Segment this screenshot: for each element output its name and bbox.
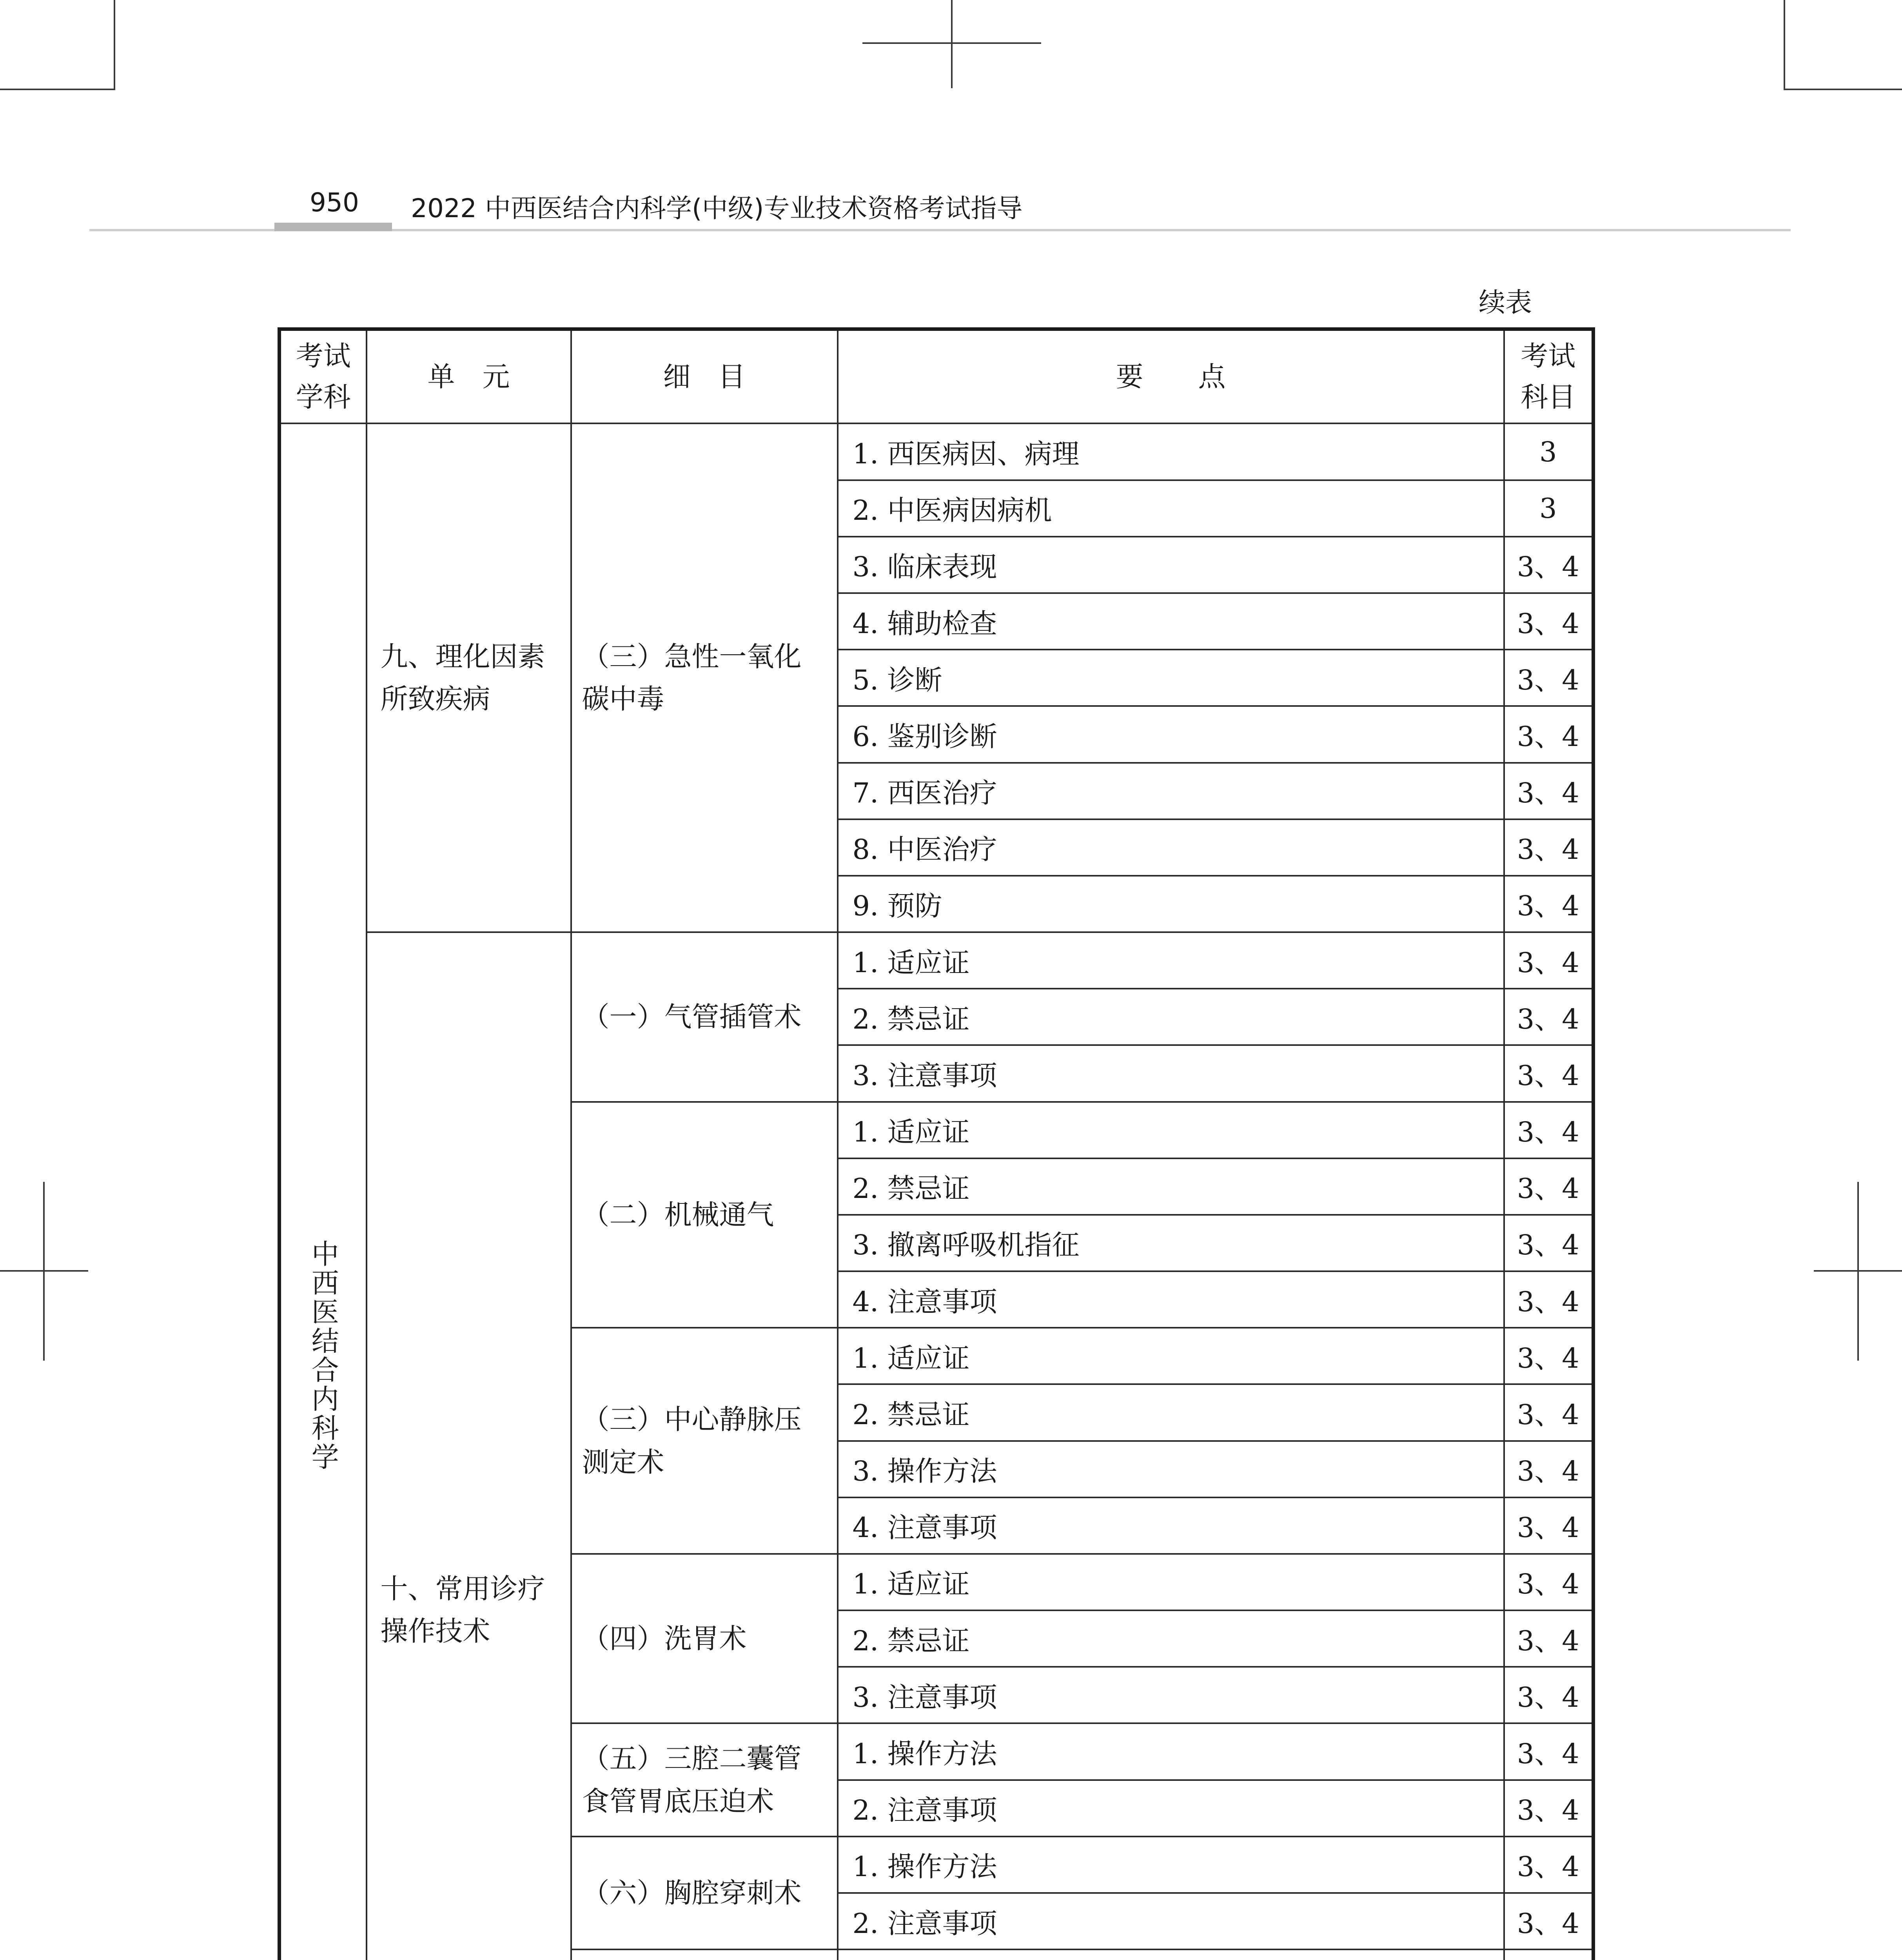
col-header-subject: 考试 学科: [279, 329, 367, 424]
point-cell: 4. 注意事项: [838, 1271, 1504, 1328]
exam-subject-cell: 3、4: [1504, 593, 1593, 650]
exam-subject-cell: 3、4: [1504, 1102, 1593, 1158]
header-rule-accent: [274, 223, 392, 231]
unit-cell: 十、常用诊疗操作技术: [367, 932, 571, 1960]
item-cell: （三）急性一氧化碳中毒: [571, 423, 838, 932]
running-title: 2022 中西医结合内科学(中级)专业技术资格考试指导: [411, 193, 1023, 223]
point-cell: 1. 适应证: [838, 1102, 1504, 1158]
exam-subject-cell: 3、4: [1504, 1271, 1593, 1328]
exam-subject-cell: 3、4: [1504, 763, 1593, 819]
exam-subject-cell: 3、4: [1504, 1328, 1593, 1384]
item-cell: （一）气管插管术: [571, 932, 838, 1102]
item-cell: （五）三腔二囊管食管胃底压迫术: [571, 1723, 838, 1836]
exam-subject-cell: 3: [1504, 423, 1593, 480]
exam-subject-cell: 3、4: [1504, 1158, 1593, 1215]
continued-label: 续表: [1479, 287, 1532, 318]
point-cell: 7. 西医治疗: [838, 763, 1504, 819]
point-cell: 1. 适应证: [838, 1554, 1504, 1610]
point-cell: 3. 注意事项: [838, 1667, 1504, 1723]
exam-subject-cell: 3、4: [1504, 989, 1593, 1045]
point-cell: 2. 禁忌证: [838, 1610, 1504, 1667]
syllabus-table: [278, 327, 1595, 1960]
exam-subject-cell: 3、4: [1504, 1045, 1593, 1102]
item-cell: （三）中心静脉压测定术: [571, 1328, 838, 1554]
point-cell: 1. 操作方法: [838, 1723, 1504, 1780]
point-cell: 4. 辅助检查: [838, 593, 1504, 650]
exam-subject-cell: 3、4: [1504, 1893, 1593, 1949]
item-cell: （六）胸腔穿刺术: [571, 1837, 838, 1949]
exam-subject-cell: 3、4: [1504, 706, 1593, 762]
col-header-item: 细 目: [571, 329, 838, 424]
point-cell: 8. 中医治疗: [838, 819, 1504, 876]
exam-subject-cell: 3、4: [1504, 1441, 1593, 1497]
point-cell: 2. 禁忌证: [838, 989, 1504, 1045]
exam-subject-cell: 3、4: [1504, 537, 1593, 593]
exam-subject-cell: [1504, 1949, 1593, 1960]
header-row: [279, 329, 1593, 424]
point-cell: 2. 禁忌证: [838, 1384, 1504, 1441]
point-cell: 2. 注意事项: [838, 1780, 1504, 1837]
exam-subject-cell: 3、4: [1504, 1667, 1593, 1723]
unit-cell: 九、理化因素所致疾病: [367, 423, 571, 932]
point-cell: 1. 操作方法: [838, 1837, 1504, 1893]
exam-subject-cell: 3、4: [1504, 1837, 1593, 1893]
col-header-exam: 考试 科目: [1504, 329, 1593, 424]
item-cell: [571, 1949, 838, 1960]
exam-subject-cell: 3、4: [1504, 1610, 1593, 1667]
subject-label: 中西医结合内科学: [307, 1240, 339, 1472]
point-cell: 1. 适应证: [838, 932, 1504, 989]
item-cell: （二）机械通气: [571, 1102, 838, 1328]
point-cell: 2. 注意事项: [838, 1893, 1504, 1949]
table-row: [279, 423, 1593, 480]
point-cell: 5. 诊断: [838, 650, 1504, 706]
point-cell: 1. 西医病因、病理: [838, 423, 1504, 480]
table-row: [279, 932, 1593, 989]
item-cell: （四）洗胃术: [571, 1554, 838, 1724]
point-cell: 3. 临床表现: [838, 537, 1504, 593]
point-cell: 3. 注意事项: [838, 1045, 1504, 1102]
point-cell: 3. 撤离呼吸机指征: [838, 1215, 1504, 1271]
exam-subject-cell: 3、4: [1504, 819, 1593, 876]
page-number: 950: [310, 187, 359, 218]
point-cell: 6. 鉴别诊断: [838, 706, 1504, 762]
point-cell: 2. 禁忌证: [838, 1158, 1504, 1215]
exam-subject-cell: 3、4: [1504, 1215, 1593, 1271]
exam-subject-cell: 3: [1504, 480, 1593, 537]
point-cell: 2. 中医病因病机: [838, 480, 1504, 537]
point-cell: 3. 操作方法: [838, 1441, 1504, 1497]
exam-subject-cell: 3、4: [1504, 932, 1593, 989]
point-cell: [838, 1949, 1504, 1960]
exam-subject-cell: 3、4: [1504, 1497, 1593, 1554]
exam-subject-cell: 3、4: [1504, 1384, 1593, 1441]
point-cell: 1. 适应证: [838, 1328, 1504, 1384]
col-header-points: 要 点: [838, 329, 1504, 424]
exam-subject-cell: 3、4: [1504, 1554, 1593, 1610]
point-cell: 9. 预防: [838, 876, 1504, 932]
exam-subject-cell: 3、4: [1504, 650, 1593, 706]
exam-subject-cell: 3、4: [1504, 876, 1593, 932]
col-header-unit: 单 元: [367, 329, 571, 424]
point-cell: 4. 注意事项: [838, 1497, 1504, 1554]
exam-subject-cell: 3、4: [1504, 1723, 1593, 1780]
subject-cell: [279, 423, 367, 1960]
exam-subject-cell: 3、4: [1504, 1780, 1593, 1837]
